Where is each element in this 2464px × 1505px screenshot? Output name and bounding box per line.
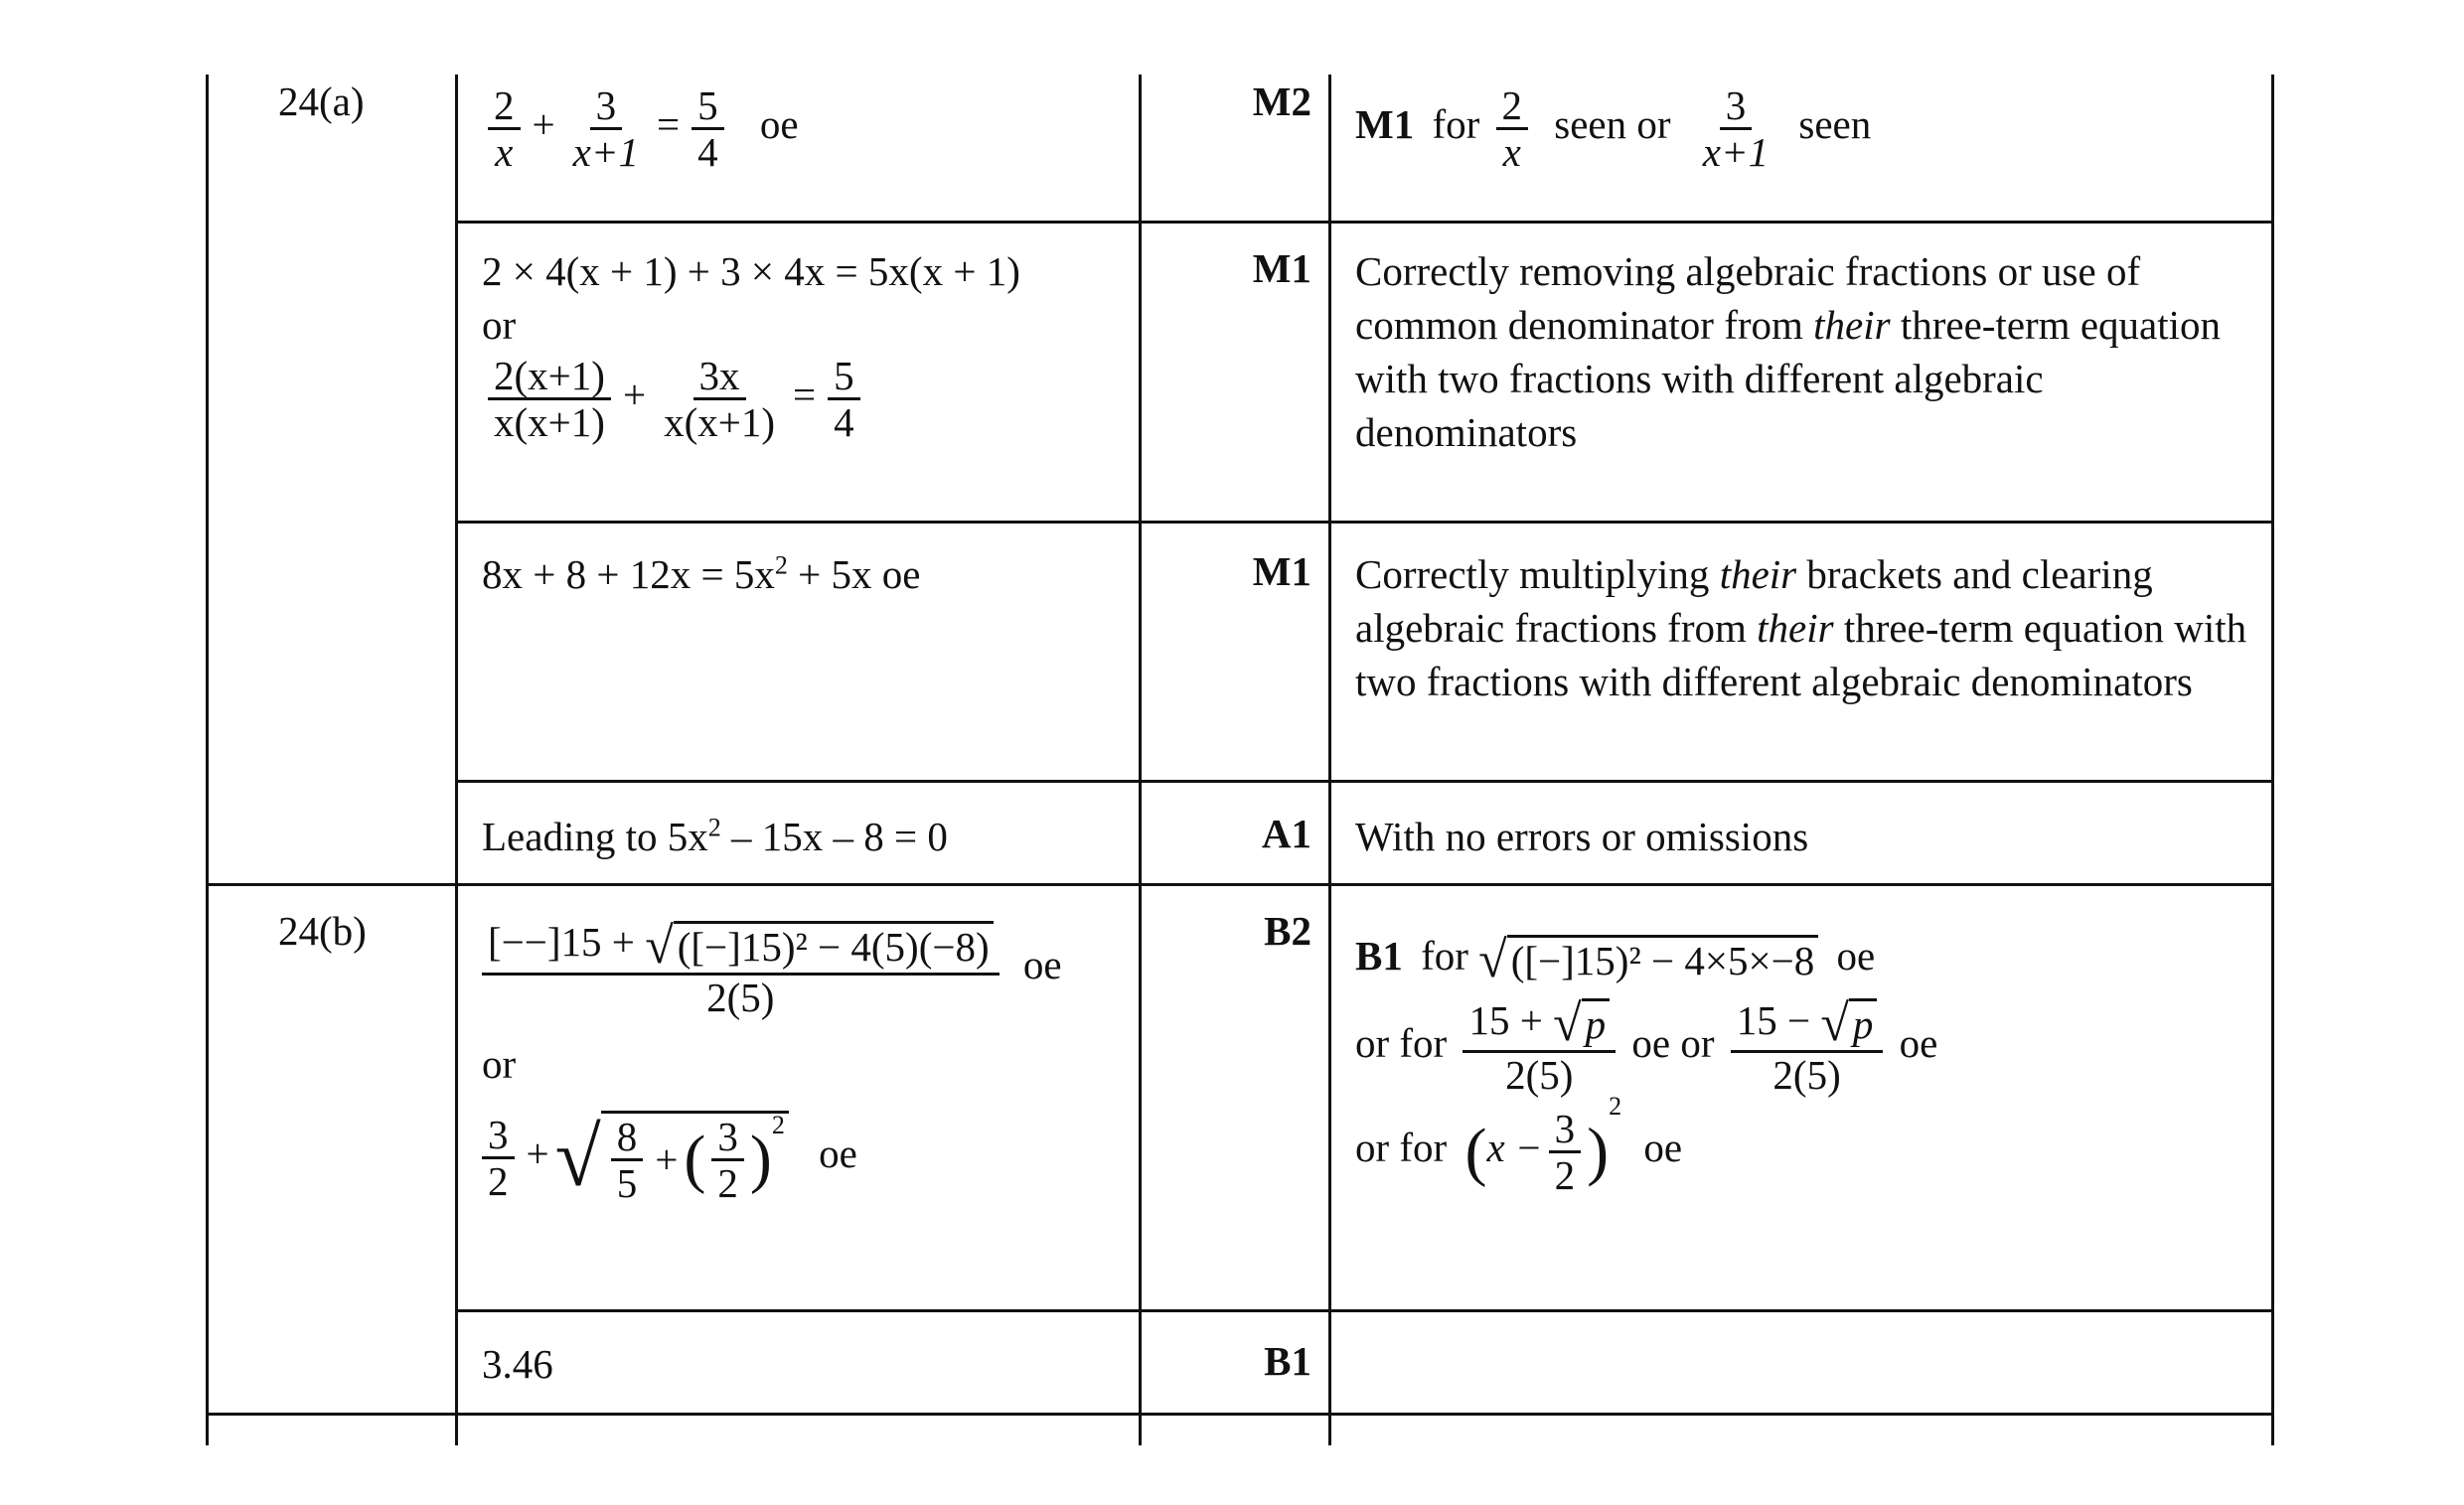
table-rule-col4 [1328,75,1331,1445]
numerator: 3 [711,1115,744,1161]
denominator: 2 [488,1158,509,1205]
left-paren: ( [1464,1115,1487,1188]
guidance-a4: With no errors or omissions [1355,814,1809,859]
text: x − [1486,1125,1543,1171]
operator: + [532,100,555,147]
fraction [1731,995,1884,1099]
fraction [1496,83,1529,174]
right-paren: ) [749,1123,772,1196]
numerator: 8 [611,1115,644,1161]
text: or for [1355,1019,1448,1066]
fraction [828,354,860,444]
row-rule-1 [455,221,2274,224]
oe-text: oe [759,100,799,147]
text: Leading to 5x [482,814,708,859]
fraction [711,1115,744,1205]
table-rule-left [206,75,209,1445]
mark-a1: M2 [1252,78,1311,124]
text: seen or [1554,100,1671,147]
fraction [1697,83,1774,174]
denominator: x+1 [572,129,639,175]
square-root [1553,995,1610,1053]
text: their [1719,551,1797,597]
fraction [488,83,521,174]
oe-text: oe [1643,1125,1683,1171]
right-paren: ) [1587,1115,1610,1188]
text: 15 + [1468,996,1543,1043]
fraction [611,1115,644,1205]
numerator: 5 [828,354,860,400]
working-b1 [482,917,1062,1206]
numerator: 3 [590,83,623,130]
radicand: ([−]15)² − 4(5)(−8) [674,921,994,973]
denominator: x [495,129,514,175]
radicand: $\frac{8}{5}$ + ( $\frac{3}{2}$ ) 2 [601,1111,789,1206]
fraction [658,354,781,444]
working-a1 [482,83,799,174]
square-root [555,1111,789,1206]
oe-text: oe [1836,933,1876,978]
table-rule-col3 [1139,75,1142,1445]
guidance-line-1 [1355,929,1937,986]
fraction [482,1113,515,1203]
row-rule-3 [455,780,2274,783]
or-text: or [482,1040,517,1087]
text: their [1757,605,1834,651]
working-a4 [482,810,948,863]
square-root [1478,931,1818,988]
text: – 15x – 8 = 0 [720,814,948,859]
alt-equation [482,354,1020,444]
denominator: x [1502,129,1521,175]
denominator: 2 [1554,1152,1576,1199]
fraction [488,354,611,444]
text: seen [1798,100,1872,147]
mark-code: B1 [1355,933,1403,978]
row-rule-2 [455,521,2274,524]
numerator: 2(x+1) [488,354,611,400]
row-rule-4 [206,883,2274,886]
equation: 2 × 4(x + 1) + 3 × 4x = 5x(x + 1) [482,248,1020,294]
row-rule-5 [455,1309,2274,1312]
operator: = [657,100,681,147]
radicand: p [1849,998,1878,1050]
oe-text: oe [1899,1019,1938,1066]
denominator: x(x+1) [494,399,605,445]
mark-a4: A1 [1261,811,1311,856]
denominator: 5 [616,1159,638,1206]
mark-a2: M1 [1252,245,1311,291]
fraction [482,917,1000,1020]
question-number-24b: 24(b) [278,908,367,954]
fraction [1463,995,1616,1099]
text: oe or [1631,1019,1715,1066]
superscript: 2 [1609,1092,1622,1122]
operator: + [655,1136,679,1183]
radical-sign: √ [1478,931,1507,988]
fraction [567,83,645,174]
text: for [1421,933,1468,978]
oe-text: oe [1022,942,1062,988]
numerator: 3 [1549,1107,1582,1153]
denominator: 2(5) [1505,1052,1574,1099]
denominator: 2 [717,1159,738,1206]
guidance-a1 [1355,83,1871,174]
numerator [482,917,1000,976]
question-number-24a: 24(a) [278,78,365,124]
text: three-term equation with two fractions with different algebraic denominators [1355,605,2247,704]
radical-sign: √ [1553,995,1582,1053]
guidance-line-3 [1355,1092,1937,1199]
text: Correctly removing algebraic fractions or use of common denominator from [1355,248,2141,348]
guidance-line-2 [1355,995,1938,1099]
text: brackets and clearing algebraic fractions from [1355,551,2153,651]
radicand: p [1582,998,1611,1050]
numerator: 2 [488,83,521,130]
table-rule-col2 [455,75,458,1445]
mark-b2: B1 [1264,1338,1311,1384]
denominator: x+1 [1702,129,1770,175]
numerator: 3 [1720,83,1753,130]
radical-sign: √ [1820,995,1849,1053]
working-a2 [482,244,1020,444]
text: + 5x oe [787,551,921,597]
operator: + [526,1130,549,1176]
oe-text: oe [819,1130,857,1176]
radical-sign: √ [554,1111,601,1204]
superscript: 2 [707,813,721,842]
row-rule-6 [206,1413,2274,1416]
guidance-a2 [1355,244,2259,459]
mark-code: M1 [1355,100,1415,147]
operator: = [793,371,817,417]
guidance-b1 [1355,929,1937,1197]
denominator: 2(5) [1772,1052,1841,1099]
text: three-term equation with two fractions with different algebraic denominators [1355,302,2221,455]
text: their [1813,302,1891,348]
left-paren: ( [684,1123,706,1196]
numerator: 3 [482,1113,515,1159]
mark-b1: B2 [1264,908,1311,954]
superscript: 2 [774,550,788,580]
square-root [1820,995,1877,1053]
working-b2: 3.46 [482,1341,553,1387]
text: for [1432,100,1480,147]
denominator: 2(5) [706,974,775,1020]
numerator: 2 [1496,83,1529,130]
fraction [1549,1107,1582,1197]
square-root [645,917,993,975]
denominator: 4 [834,399,854,445]
radical-sign: √ [645,917,674,975]
text: 15 − [1736,996,1811,1043]
denominator: 4 [697,129,718,175]
text: [−−]15 + [488,919,635,965]
radicand: ([−]15)² − 4×5×−8 [1507,935,1819,986]
numerator [1463,995,1616,1054]
text: or for [1355,1125,1448,1171]
text: Correctly multiplying [1355,551,1720,597]
alt-expression [482,1111,1062,1206]
guidance-a3 [1355,547,2259,708]
operator: + [622,371,647,417]
numerator: 5 [692,83,724,130]
mark-a3: M1 [1252,548,1311,594]
text: 8x + 8 + 12x = 5x [482,551,775,597]
denominator: x(x+1) [664,399,775,445]
table-rule-right [2271,75,2274,1445]
numerator [1731,995,1884,1054]
fraction [692,83,724,174]
or-text: or [482,302,517,348]
working-a3 [482,547,920,601]
numerator: 3x [693,354,746,400]
